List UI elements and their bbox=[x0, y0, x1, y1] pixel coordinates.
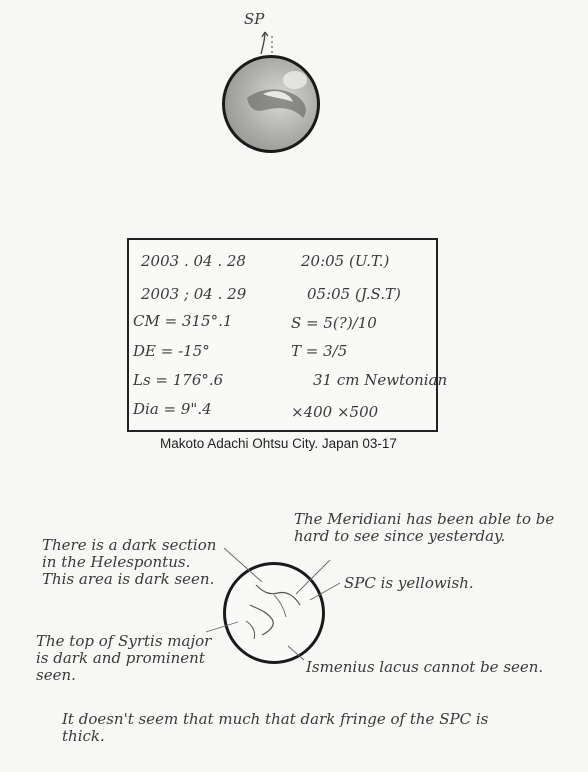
declination-earth: DE = -15° bbox=[133, 342, 210, 360]
note-syrtis-major: The top of Syrtis major is dark and prominent seen. bbox=[36, 632, 212, 684]
ut-date: 2003 . 04 . 28 bbox=[141, 252, 246, 270]
note-helespontus: There is a dark section in the Helespontus. This area is dark seen. bbox=[42, 536, 217, 588]
note-spc-fringe: It doesn't seem that much that dark fringe of the SPC is thick. bbox=[62, 710, 489, 745]
central-meridian: CM = 315°.1 bbox=[133, 312, 233, 330]
jst-time: 05:05 (J.S.T) bbox=[307, 285, 401, 303]
seeing-value: S = 5(?)/10 bbox=[291, 314, 377, 332]
magnification: ×400 ×500 bbox=[291, 403, 379, 421]
ut-time: 20:05 (U.T.) bbox=[301, 252, 390, 270]
apparent-diameter: Dia = 9".4 bbox=[133, 400, 212, 418]
jst-date: 2003 ; 04 . 29 bbox=[141, 285, 247, 303]
transparency-value: T = 3/5 bbox=[291, 342, 348, 360]
south-pole-label: SP bbox=[244, 10, 265, 28]
solar-longitude: Ls = 176°.6 bbox=[133, 371, 224, 389]
observer-caption: Makoto Adachi Ohtsu City. Japan 03-17 bbox=[160, 436, 397, 451]
note-meridiani: The Meridiani has been able to be hard to see since yesterday. bbox=[294, 510, 555, 545]
note-spc-color: SPC is yellowish. bbox=[344, 574, 474, 592]
telescope-info: 31 cm Newtonian bbox=[313, 371, 448, 389]
note-ismenius-lacus: Ismenius lacus cannot be seen. bbox=[306, 658, 544, 676]
